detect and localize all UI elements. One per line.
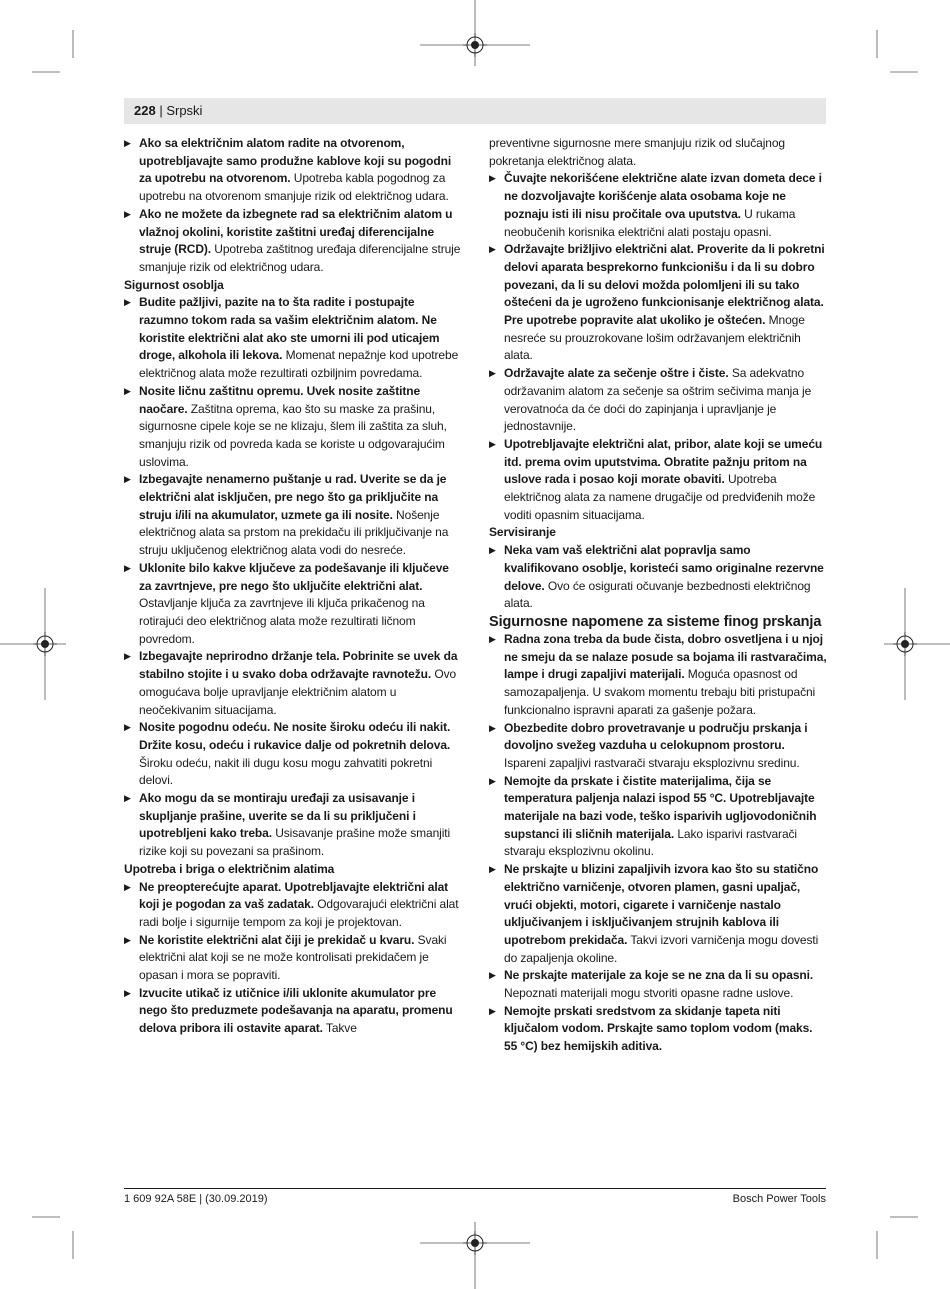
- bullet-text: Upotreba zaštitnog uređaja diferencijalne struje smanjuje rizik od električnog udara.: [139, 242, 461, 274]
- bullet-text: Ispareni zapaljivi rastvarači stvaraju eksplozivnu sredinu.: [504, 755, 800, 770]
- bullet-item: [489, 436, 827, 525]
- header-language: Srpski: [166, 103, 203, 118]
- bullet-bold-text: Ne preopterećujte aparat. Upotrebljavajte električni alat koji je pogodan za vaš zadatak.: [139, 879, 449, 912]
- bullet-item: [124, 471, 462, 560]
- bullet-text: Široku odeću, nakit ili dugu kosu mogu zahvatiti pokretni delovi.: [139, 755, 433, 788]
- bullet-text: Nošenje električnog alata sa prstom na prekidaču ili priključivanje na struju uključenog električnog alata vodi do nesreće.: [139, 507, 449, 558]
- bullet-bold-text: Uklonite bilo kakve ključeve za podešavanje ili ključeve za zavrtnjeve, pre nego što uključite električni alat.: [139, 560, 449, 593]
- bullet-text: Lako isparivi rastvarači stvaraju eksplozivnu okolinu.: [504, 826, 797, 859]
- right-column: [489, 135, 827, 1056]
- bullet-item: [489, 631, 827, 720]
- bullet-text: Ovo će osigurati očuvanje bezbednosti električnog alata.: [504, 578, 811, 611]
- registration-mark-icon: [463, 33, 487, 57]
- bullet-bold-text: Nosite pogodnu odeću. Ne nosite široku odeću ili nakit. Držite kosu, odeću i rukavice dalje od pokretnih delova.: [139, 720, 451, 752]
- bullet-bold-text: Obezbedite dobro provetravanje u području prskanja i dovoljno svežeg vazduha u celokupnom prostoru.: [504, 720, 808, 753]
- bullet-item: [489, 241, 827, 365]
- bullet-text: Takve: [322, 1021, 357, 1036]
- bullet-text: Takvi izvori varničenja mogu dovesti do zapaljenja okoline.: [504, 932, 819, 965]
- bullet-item: [124, 206, 462, 277]
- bullet-item: [489, 967, 827, 1002]
- bullet-bold-text: Nemojte prskati sredstvom za skidanje tapeta niti ključalom vodom. Prskajte samo toplom vodom (maks. 55 °C) bez hemijskih aditiva.: [504, 1003, 813, 1054]
- bullet-bold-text: Nemojte da prskate i čistite materijalima, čija se temperatura paljenja nalazi ispod 55 °C. Upotrebljavajte materijale na bazi vode, teško isparivih ugljovodoničnih supstanci ili sličnih materijala.: [504, 773, 817, 841]
- registration-mark-icon: [33, 632, 57, 656]
- bullet-text: Usisavanje prašine može smanjiti rizike koji su povezani sa prašinom.: [139, 826, 451, 859]
- bullet-bold-text: Izbegavajte nenamerno puštanje u rad. Uverite se da je električni alat isključen, pre nego što ga priključite na struju i/ili na akumulator, uzmete ga ili nosite.: [139, 472, 447, 522]
- bullet-text: Svaki električni alat koji se ne može kontrolisati prekidačem je opasan i mora se popraviti.: [139, 932, 447, 983]
- bullet-bold-text: Održavajte brižljivo električni alat. Proverite da li pokretni delovi aparata besprekorno funkcionišu i da li su dobro povezani, da li su delovi možda polomljeni ili su tako oštećeni da je ugroženo funkcionisanje električnog alata. Pre upotrebe popravite alat ukoliko je oštećen.: [504, 242, 825, 328]
- subheading: Sigurnost osoblja: [124, 277, 224, 292]
- subheading: Upotreba i briga o električnim alatima: [124, 861, 335, 876]
- bullet-bold-text: Ne prskajte materijale za koje se ne zna da li su opasni.: [504, 968, 814, 983]
- bullet-bold-text: Neka vam vaš električni alat popravlja samo kvalifikovano osoblje, koristeći samo originalne rezervne delove.: [504, 543, 824, 593]
- bullet-text: U rukama neobučenih korisnika električni alati postaju opasni.: [504, 206, 796, 239]
- bullet-item: [124, 985, 462, 1038]
- bullet-item: [124, 879, 462, 932]
- page-header: [134, 103, 202, 119]
- bullet-bold-text: Nosite ličnu zaštitnu opremu. Uvek nosite zaštitne naočare.: [139, 383, 421, 416]
- bullet-item: [489, 1003, 827, 1056]
- bullet-text: Odgovarajući električni alat radi bolje i sigurnije tempom za koji je projektovan.: [139, 897, 459, 929]
- bullet-bold-text: Ako sa električnim alatom radite na otvorenom, upotrebljavajte samo produžne kablove koji su pogodni za upotrebu na otvorenom.: [139, 136, 452, 186]
- left-column: [124, 135, 462, 1038]
- bullet-bold-text: Upotrebljavajte električni alat, pribor, alate koji se umeću itd. prema ovim uputstvima. Obratite pažnju pritom na uslove rada i posao koji morate obaviti.: [504, 436, 823, 487]
- footer-brand: Bosch Power Tools: [732, 1193, 826, 1205]
- bullet-text: Zaštitna oprema, kao što su maske za prašinu, sigurnosne cipele koje se ne klizaju, šlem ili zaštita za sluh, smanjuju rizik od povreda kada se koriste u odgovarajućim uslovima.: [139, 401, 447, 469]
- bullet-bold-text: Održavajte alate za sečenje oštre i čiste.: [504, 366, 729, 381]
- continuation-text: preventivne sigurnosne mere smanjuju rizik od slučajnog pokretanja električnog alata.: [489, 136, 785, 168]
- bullet-bold-text: Ne koristite električni alat čiji je prekidač u kvaru.: [139, 932, 415, 947]
- bullet-item: [124, 648, 462, 719]
- bullet-item: [124, 294, 462, 383]
- bullet-text: Upotreba električnog alata za namene drugačije od predviđenih može voditi opasnim situacijama.: [504, 472, 816, 522]
- bullet-text: Ovo omogućava bolje upravljanje električnim alatom u neočekivanim situacijama.: [139, 667, 457, 717]
- bullet-item: [489, 365, 827, 436]
- bullet-item: [489, 542, 827, 613]
- bullet-item: [124, 932, 462, 985]
- bullet-item: [489, 720, 827, 773]
- bullet-item: [489, 170, 827, 241]
- header-separator: |: [155, 103, 167, 118]
- bullet-bold-text: Ako ne možete da izbegnete rad sa električnim alatom u vlažnoj okolini, koristite zaštitni uređaj diferencijalne struje (RCD).: [139, 206, 453, 257]
- bullet-item: [124, 383, 462, 472]
- header-bar: [124, 98, 826, 124]
- page-number: 228: [134, 103, 156, 118]
- bullet-text: Ostavljanje ključa za zavrtnjeve ili ključa prikačenog na rotirajući deo električnog alata može rezultirati ličnom povredom.: [139, 596, 425, 646]
- bullet-bold-text: Izvucite utikač iz utičnice i/ili uklonite akumulator pre nego što preduzmete podešavanja na aparatu, promenu delova pribora ili ostavite aparat.: [139, 985, 453, 1036]
- bullet-bold-text: Čuvajte nekorišćene električne alate izvan dometa dece i ne dozvoljavajte korišćenje alata osobama koje ne poznaju isti ili nisu pročitale ova uputstva.: [504, 171, 822, 221]
- bullet-text: Moguća opasnost od samozapaljenja. U svakom momentu trebaju biti pristupačni funkcionalno ispravni aparati za gašenje požara.: [504, 667, 816, 717]
- bullet-item: [124, 135, 462, 206]
- bullet-item: [124, 560, 462, 649]
- bullet-bold-text: Izbegavajte neprirodno držanje tela. Pobrinite se uvek da stabilno stojite i u svako doba održavajte ravnotežu.: [139, 649, 458, 682]
- subheading: Servisiranje: [489, 525, 556, 540]
- bullet-bold-text: Radna zona treba da bude čista, dobro osvetljena i u njoj ne smeju da se nalaze posude sa bojama ili rastvaračima, lampe i drugi zapaljivi materijali.: [504, 631, 827, 682]
- bullet-text: Nepoznati materijali mogu stvoriti opasne radne uslove.: [504, 986, 794, 1001]
- bullet-text: Sa adekvatno održavanim alatom za sečenje sa oštrim sečivima manja je verovatnoća da će doći do zapinjanja i upravljanje je jednostavnije.: [504, 366, 812, 434]
- bullet-item: [124, 719, 462, 790]
- bullet-item: [489, 773, 827, 862]
- bullet-bold-text: Budite pažljivi, pazite na to šta radite i postupajte razumno tokom rada sa vašim električnim alatom. Ne koristite električni alat ako ste umorni ili pod uticajem droge, alkohola ili lekova.: [139, 295, 440, 363]
- footer-document-id: 1 609 92A 58E | (30.09.2019): [124, 1193, 268, 1205]
- registration-mark-icon: [893, 632, 917, 656]
- section-heading: Sigurnosne napomene za sisteme finog prskanja: [489, 613, 822, 630]
- bullet-text: Upotreba kabla pogodnog za upotrebu na otvorenom smanjuje rizik od električnog udara.: [139, 171, 449, 204]
- footer-divider: [124, 1188, 826, 1189]
- bullet-bold-text: Ne prskajte u blizini zapaljivih izvora kao što su statično električno varničenje, otvoren plamen, gasni upaljač, vrući objekti, motori, cigarete i varničenje nastalo uključivanjem i isključivanjem strujnih kablova ili upotrebom prekidača.: [504, 862, 819, 947]
- bullet-text: Momenat nepažnje kod upotrebe električnog alata može rezultirati ozbiljnim povredama.: [139, 348, 459, 381]
- registration-mark-icon: [463, 1231, 487, 1255]
- bullet-bold-text: Ako mogu da se montiraju uređaji za usisavanje i skupljanje prašine, uverite se da li su priključeni i upotrebljeni kako treba.: [139, 791, 416, 841]
- bullet-item: [124, 790, 462, 861]
- bullet-item: [489, 861, 827, 967]
- bullet-text: Mnoge nesreće su prouzrokovane lošim održavanjem električnih alata.: [504, 313, 805, 363]
